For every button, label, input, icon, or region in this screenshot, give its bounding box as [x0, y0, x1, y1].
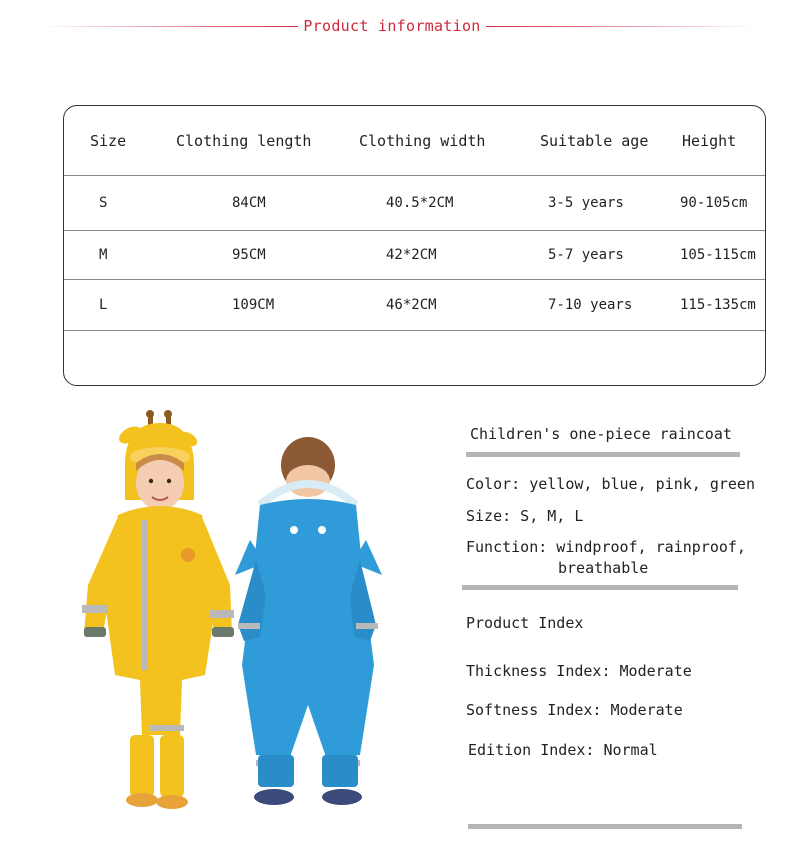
table-cell: 3-5 years: [548, 195, 624, 211]
product-photo: [70, 405, 400, 825]
table-cell: 42*2CM: [386, 247, 437, 263]
size-spec: Size: S, M, L: [466, 507, 584, 525]
edition-index: Edition Index: Normal: [468, 741, 658, 759]
table-cell: 90-105cm: [680, 195, 748, 211]
table-cell: 84CM: [232, 195, 266, 211]
table-cell: 95CM: [232, 247, 266, 263]
table-header-row: [64, 106, 765, 176]
column-header: Height: [682, 131, 737, 150]
product-index-heading: Product Index: [466, 614, 584, 632]
column-header: Clothing length: [176, 131, 312, 150]
table-cell: L: [99, 297, 108, 313]
table-cell: 5-7 years: [548, 247, 624, 263]
header-line-right: [486, 26, 756, 27]
divider: [466, 452, 740, 457]
column-header: Suitable age: [540, 131, 649, 150]
table-cell: M: [99, 247, 108, 263]
section-title: Product information: [303, 17, 481, 35]
table-row: [64, 231, 765, 280]
function-spec-cont: breathable: [558, 559, 649, 577]
header-line-left: [40, 26, 298, 27]
table-row: [64, 280, 765, 331]
softness-index: Softness Index: Moderate: [466, 701, 683, 719]
function-spec: Function: windproof, rainproof,: [466, 538, 746, 556]
table-cell: S: [99, 195, 108, 211]
blue-raincoat-figure: [235, 437, 382, 805]
size-table: [63, 105, 766, 386]
table-cell: 105-115cm: [680, 247, 756, 263]
table-cell: 40.5*2CM: [386, 195, 454, 211]
divider: [462, 585, 738, 590]
table-cell: 115-135cm: [680, 297, 756, 313]
column-header: Size: [90, 131, 127, 150]
column-header: Clothing width: [359, 131, 486, 150]
table-row: [64, 176, 765, 231]
yellow-raincoat-figure: [82, 410, 234, 809]
table-cell: 109CM: [232, 297, 275, 313]
table-cell: 7-10 years: [548, 297, 633, 313]
product-name: Children's one-piece raincoat: [470, 425, 732, 443]
table-cell: 46*2CM: [386, 297, 437, 313]
thickness-index: Thickness Index: Moderate: [466, 662, 692, 680]
color-spec: Color: yellow, blue, pink, green: [466, 475, 755, 493]
divider: [468, 824, 742, 829]
